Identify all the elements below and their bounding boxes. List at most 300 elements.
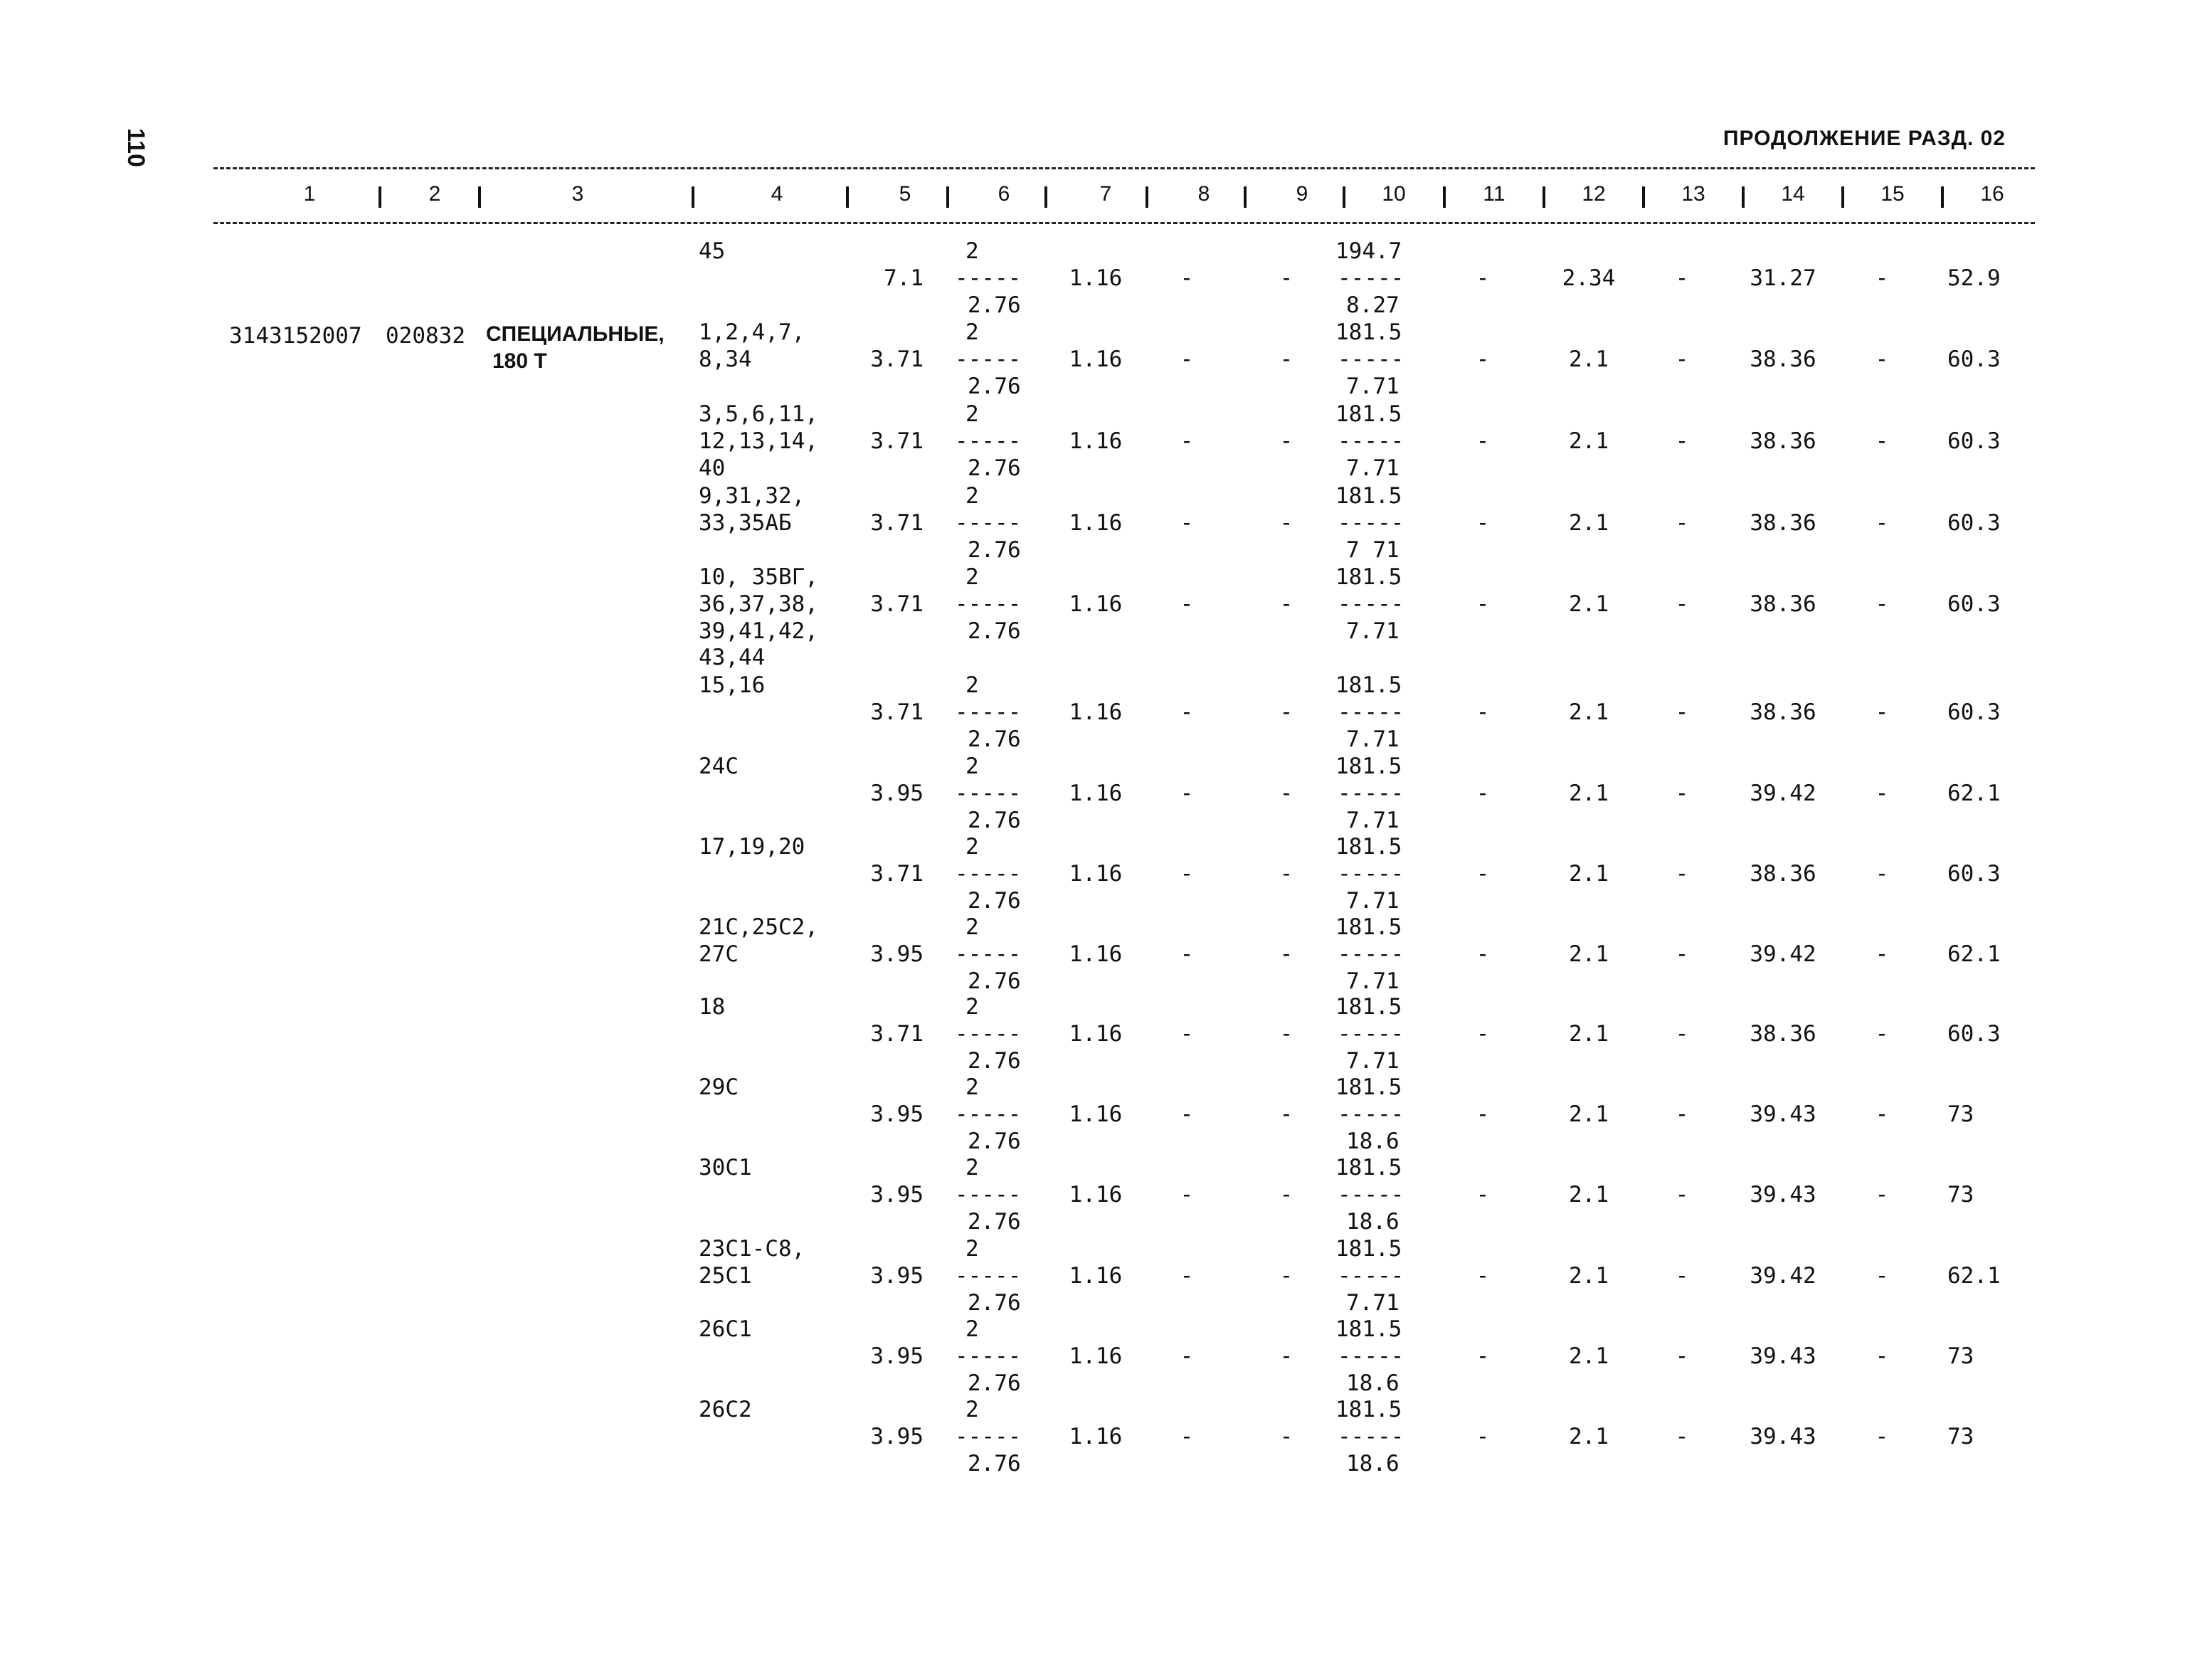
cell-col5: 3.71 (870, 346, 924, 372)
cell-col11: - (1476, 860, 1490, 887)
cell-col9: - (1279, 1101, 1293, 1127)
cell-col12: 2.1 (1569, 941, 1609, 967)
cell-col15: - (1875, 1020, 1889, 1047)
cell-col11: - (1476, 1262, 1490, 1289)
cell-col6-denominator: 2.76 (968, 726, 1021, 752)
cell-col5: 3.95 (870, 1101, 924, 1127)
cell-col5: 3.71 (870, 1020, 924, 1047)
cell-col12: 2.1 (1569, 1262, 1609, 1289)
cell-col10-denominator: 18.6 (1346, 1208, 1400, 1235)
cell-col7: 1.16 (1069, 1262, 1123, 1289)
cell-col12: 2.1 (1569, 1343, 1609, 1369)
column-separator (1742, 186, 1745, 208)
cell-col11: - (1476, 699, 1490, 725)
cell-col12: 2.1 (1569, 1101, 1609, 1127)
cell-col13: - (1675, 428, 1689, 454)
cell-col8: - (1180, 780, 1194, 806)
cell-col10-numerator: 181.5 (1335, 1236, 1402, 1262)
cell-col9: - (1279, 1020, 1293, 1047)
cell-col6-numerator: 2 (965, 1397, 979, 1422)
cell-col6-denominator: 2.76 (968, 887, 1021, 914)
cell-col6-denominator: 2.76 (968, 1128, 1021, 1154)
cell-col8: - (1180, 591, 1194, 617)
cell-col16: 52.9 (1947, 265, 2001, 291)
cell-col12: 2.1 (1569, 1423, 1609, 1449)
cell-col16: 60.3 (1947, 699, 2001, 725)
cell-col4-line: 33,35АБ (699, 509, 792, 536)
cell-col6-numerator: 2 (965, 1155, 979, 1180)
cell-col10-denominator: 7.71 (1346, 887, 1400, 914)
cell-col10-fraction-bar: ----- (1338, 1423, 1404, 1449)
cell-col5: 3.71 (870, 591, 924, 617)
cell-col16: 73 (1947, 1101, 1974, 1127)
cell-col8: - (1180, 428, 1194, 454)
cell-col4-line: 18 (699, 994, 726, 1020)
cell-col10-denominator: 7.71 (1346, 618, 1400, 644)
cell-col8: - (1180, 1423, 1194, 1449)
cell-col13: - (1675, 265, 1689, 291)
cell-col14: 38.36 (1750, 591, 1816, 617)
cell-col6-numerator: 2 (965, 564, 979, 590)
cell-col4-line: 40 (699, 455, 726, 481)
cell-col16: 60.3 (1947, 860, 2001, 887)
cell-col10-fraction-bar: ----- (1338, 509, 1404, 536)
cell-col4-line: 21С,25С2, (699, 914, 818, 940)
cell-col6-fraction-bar: ----- (955, 1101, 1022, 1127)
cell-col16: 60.3 (1947, 1020, 2001, 1047)
cell-col6-numerator: 2 (965, 754, 979, 779)
cell-col14: 38.36 (1750, 509, 1816, 536)
cell-col6-denominator: 2.76 (968, 373, 1021, 399)
cell-col16: 60.3 (1947, 509, 2001, 536)
cell-col10-fraction-bar: ----- (1338, 699, 1404, 725)
cell-col4-line: 45 (699, 238, 726, 264)
column-header-8: 8 (1197, 182, 1210, 206)
cell-col6-denominator: 2.76 (968, 968, 1021, 994)
item-name-line2: 180 Т (492, 349, 547, 373)
cell-col10-numerator: 181.5 (1335, 1397, 1402, 1422)
cell-col5: 3.71 (870, 428, 924, 454)
cell-col16: 73 (1947, 1343, 1974, 1369)
cell-col9: - (1279, 509, 1293, 536)
cell-col16: 73 (1947, 1423, 1974, 1449)
cell-col12: 2.34 (1562, 265, 1616, 291)
cell-col15: - (1875, 699, 1889, 725)
cell-col10-fraction-bar: ----- (1338, 265, 1404, 291)
cell-col9: - (1279, 1181, 1293, 1208)
cell-col6-numerator: 2 (965, 1316, 979, 1342)
cell-col6-numerator: 2 (965, 672, 979, 698)
cell-col6-fraction-bar: ----- (955, 780, 1022, 806)
cell-col10-denominator: 7.71 (1346, 455, 1400, 481)
cell-col6-fraction-bar: ----- (955, 1343, 1022, 1369)
cell-col9: - (1279, 941, 1293, 967)
cell-col6-denominator: 2.76 (968, 292, 1021, 318)
cell-col10-fraction-bar: ----- (1338, 1343, 1404, 1369)
cell-col5: 3.95 (870, 1343, 924, 1369)
cell-col10-numerator: 181.5 (1335, 1074, 1402, 1100)
cell-col11: - (1476, 509, 1490, 536)
column-header-3: 3 (571, 182, 584, 206)
cell-col15: - (1875, 428, 1889, 454)
cell-col6-numerator: 2 (965, 319, 979, 345)
cell-col10-denominator: 7.71 (1346, 807, 1400, 833)
cell-col8: - (1180, 941, 1194, 967)
cell-col11: - (1476, 1423, 1490, 1449)
cell-col11: - (1476, 1181, 1490, 1208)
cell-col10-numerator: 181.5 (1335, 1155, 1402, 1180)
cell-col7: 1.16 (1069, 346, 1123, 372)
column-separator (1343, 186, 1345, 208)
cell-col14: 38.36 (1750, 699, 1816, 725)
cell-col4-line: 26С1 (699, 1316, 752, 1342)
cell-col6-numerator: 2 (965, 1236, 979, 1262)
cell-col6-fraction-bar: ----- (955, 860, 1022, 887)
column-separator (1044, 186, 1047, 208)
cell-col16: 60.3 (1947, 428, 2001, 454)
cell-col10-fraction-bar: ----- (1338, 1181, 1404, 1208)
cell-col15: - (1875, 1423, 1889, 1449)
cell-col8: - (1180, 1020, 1194, 1047)
cell-col9: - (1279, 591, 1293, 617)
column-header-13: 13 (1681, 182, 1705, 206)
cell-col8: - (1180, 699, 1194, 725)
cell-col6-fraction-bar: ----- (955, 1020, 1022, 1047)
cell-col6-fraction-bar: ----- (955, 265, 1022, 291)
column-header-4: 4 (771, 182, 783, 206)
cell-col9: - (1279, 346, 1293, 372)
cell-col6-denominator: 2.76 (968, 1450, 1021, 1476)
cell-col10-fraction-bar: ----- (1338, 860, 1404, 887)
cell-col13: - (1675, 941, 1689, 967)
cell-col6-numerator: 2 (965, 238, 979, 264)
cell-col13: - (1675, 1181, 1689, 1208)
column-header-16: 16 (1980, 182, 2004, 206)
cell-col9: - (1279, 699, 1293, 725)
cell-col5: 3.95 (870, 1262, 924, 1289)
cell-col6-denominator: 2.76 (968, 537, 1021, 563)
cell-col6-numerator: 2 (965, 401, 979, 427)
cell-col11: - (1476, 1101, 1490, 1127)
cell-col6-fraction-bar: ----- (955, 346, 1022, 372)
cell-col14: 38.36 (1750, 1020, 1816, 1047)
cell-col6-denominator: 2.76 (968, 1208, 1021, 1235)
column-separator (1146, 186, 1148, 208)
cell-col8: - (1180, 1343, 1194, 1369)
cell-col13: - (1675, 346, 1689, 372)
cell-col8: - (1180, 1181, 1194, 1208)
cell-col12: 2.1 (1569, 346, 1609, 372)
column-separator (1941, 186, 1944, 208)
cell-col6-fraction-bar: ----- (955, 699, 1022, 725)
cell-col4-line: 8,34 (699, 346, 752, 372)
cell-col16: 60.3 (1947, 346, 2001, 372)
cell-col7: 1.16 (1069, 265, 1123, 291)
column-separator (692, 186, 694, 208)
header-rule-top (213, 167, 2035, 169)
cell-col7: 1.16 (1069, 509, 1123, 536)
cell-col10-numerator: 181.5 (1335, 401, 1402, 427)
cell-col10-fraction-bar: ----- (1338, 346, 1404, 372)
cell-col13: - (1675, 860, 1689, 887)
cell-col4-line: 23С1-С8, (699, 1236, 805, 1262)
cell-col8: - (1180, 1101, 1194, 1127)
cell-col12: 2.1 (1569, 699, 1609, 725)
cell-col7: 1.16 (1069, 1181, 1123, 1208)
cell-col15: - (1875, 1262, 1889, 1289)
cell-col4-line: 17,19,20 (699, 834, 805, 860)
cell-col4-line: 9,31,32, (699, 483, 805, 509)
cell-col7: 1.16 (1069, 1020, 1123, 1047)
cell-col13: - (1675, 780, 1689, 806)
cell-col7: 1.16 (1069, 591, 1123, 617)
column-header-10: 10 (1382, 182, 1406, 206)
cell-col14: 39.42 (1750, 941, 1816, 967)
column-separator (1642, 186, 1645, 208)
column-separator (1443, 186, 1446, 208)
cell-col6-fraction-bar: ----- (955, 1423, 1022, 1449)
cell-col10-fraction-bar: ----- (1338, 1262, 1404, 1289)
cell-col7: 1.16 (1069, 780, 1123, 806)
cell-col6-fraction-bar: ----- (955, 591, 1022, 617)
cell-col12: 2.1 (1569, 780, 1609, 806)
cell-col7: 1.16 (1069, 428, 1123, 454)
cell-col10-fraction-bar: ----- (1338, 1101, 1404, 1127)
cell-col8: - (1180, 860, 1194, 887)
cell-col13: - (1675, 699, 1689, 725)
cell-col13: - (1675, 1020, 1689, 1047)
column-header-5: 5 (899, 182, 911, 206)
cell-col10-denominator: 18.6 (1346, 1450, 1400, 1476)
cell-col6-fraction-bar: ----- (955, 509, 1022, 536)
cell-col15: - (1875, 941, 1889, 967)
cell-col11: - (1476, 780, 1490, 806)
cell-col7: 1.16 (1069, 860, 1123, 887)
cell-col4-line: 26С2 (699, 1397, 752, 1422)
cell-col5: 3.95 (870, 1423, 924, 1449)
cell-col4-line: 12,13,14, (699, 428, 818, 454)
cell-col4-line: 1,2,4,7, (699, 319, 805, 345)
cell-col10-denominator: 18.6 (1346, 1128, 1400, 1154)
cell-col10-denominator: 8.27 (1346, 292, 1400, 318)
cell-col15: - (1875, 265, 1889, 291)
cell-col8: - (1180, 346, 1194, 372)
cell-col10-numerator: 181.5 (1335, 754, 1402, 779)
cell-col11: - (1476, 265, 1490, 291)
cell-col5: 3.71 (870, 509, 924, 536)
cell-col15: - (1875, 591, 1889, 617)
cell-col5: 3.71 (870, 699, 924, 725)
cell-col12: 2.1 (1569, 860, 1609, 887)
cell-col15: - (1875, 1343, 1889, 1369)
cell-col5: 3.71 (870, 860, 924, 887)
cell-col11: - (1476, 428, 1490, 454)
column-separator (946, 186, 949, 208)
column-separator (1841, 186, 1844, 208)
cell-col4-line: 24С (699, 754, 739, 779)
column-header-6: 6 (998, 182, 1010, 206)
cell-col4-line: 15,16 (699, 672, 766, 698)
cell-col12: 2.1 (1569, 1181, 1609, 1208)
cell-col6-fraction-bar: ----- (955, 1262, 1022, 1289)
cell-col8: - (1180, 509, 1194, 536)
header-rule-bottom (213, 222, 2035, 224)
column-header-14: 14 (1781, 182, 1805, 206)
cell-col16: 62.1 (1947, 1262, 2001, 1289)
cell-col14: 39.43 (1750, 1343, 1816, 1369)
cell-col10-numerator: 181.5 (1335, 483, 1402, 509)
cell-col8: - (1180, 1262, 1194, 1289)
cell-col10-denominator: 7.71 (1346, 726, 1400, 752)
cell-col10-fraction-bar: ----- (1338, 1020, 1404, 1047)
cell-col4-line: 10, 35ВГ, (699, 564, 818, 590)
cell-col14: 39.42 (1750, 1262, 1816, 1289)
item-name-line1: СПЕЦИАЛЬНЫЕ, (486, 322, 665, 346)
cell-col10-numerator: 194.7 (1335, 238, 1402, 264)
column-separator (846, 186, 849, 208)
cell-col13: - (1675, 1343, 1689, 1369)
cell-col11: - (1476, 941, 1490, 967)
cell-col10-fraction-bar: ----- (1338, 780, 1404, 806)
cell-col6-numerator: 2 (965, 914, 979, 940)
cell-col12: 2.1 (1569, 428, 1609, 454)
cell-col7: 1.16 (1069, 1343, 1123, 1369)
column-header-11: 11 (1483, 182, 1506, 206)
cell-col10-denominator: 7.71 (1346, 1289, 1400, 1316)
cell-col15: - (1875, 1101, 1889, 1127)
cell-col10-denominator: 7.71 (1346, 968, 1400, 994)
cell-col15: - (1875, 509, 1889, 536)
cell-col13: - (1675, 591, 1689, 617)
item-code-2: 020832 (386, 323, 465, 349)
cell-col6-fraction-bar: ----- (955, 428, 1022, 454)
cell-col9: - (1279, 780, 1293, 806)
cell-col4-line: 36,37,38, (699, 591, 818, 617)
cell-col14: 39.42 (1750, 780, 1816, 806)
cell-col14: 38.36 (1750, 346, 1816, 372)
column-header-row (0, 182, 2185, 211)
column-separator (478, 186, 481, 208)
cell-col4-line: 3,5,6,11, (699, 401, 818, 427)
column-header-9: 9 (1296, 182, 1308, 206)
cell-col7: 1.16 (1069, 1423, 1123, 1449)
cell-col9: - (1279, 860, 1293, 887)
cell-col16: 62.1 (1947, 941, 2001, 967)
cell-col13: - (1675, 1262, 1689, 1289)
cell-col10-denominator: 7.71 (1346, 373, 1400, 399)
cell-col12: 2.1 (1569, 591, 1609, 617)
cell-col5: 3.95 (870, 780, 924, 806)
cell-col10-numerator: 181.5 (1335, 914, 1402, 940)
cell-col10-numerator: 181.5 (1335, 1316, 1402, 1342)
cell-col10-denominator: 7 71 (1346, 537, 1400, 563)
cell-col6-denominator: 2.76 (968, 1047, 1021, 1074)
cell-col10-denominator: 7.71 (1346, 1047, 1400, 1074)
cell-col6-denominator: 2.76 (968, 1370, 1021, 1396)
cell-col4-line: 30С1 (699, 1155, 752, 1180)
cell-col6-numerator: 2 (965, 1074, 979, 1100)
cell-col11: - (1476, 1020, 1490, 1047)
cell-col10-numerator: 181.5 (1335, 994, 1402, 1020)
cell-col16: 62.1 (1947, 780, 2001, 806)
item-code-1: 3143152007 (229, 323, 362, 349)
cell-col10-numerator: 181.5 (1335, 564, 1402, 590)
cell-col11: - (1476, 1343, 1490, 1369)
cell-col6-numerator: 2 (965, 483, 979, 509)
page-number: 110 (122, 128, 149, 167)
cell-col10-fraction-bar: ----- (1338, 428, 1404, 454)
cell-col7: 1.16 (1069, 699, 1123, 725)
cell-col15: - (1875, 860, 1889, 887)
cell-col4-line: 43,44 (699, 645, 766, 671)
cell-col6-numerator: 2 (965, 994, 979, 1020)
cell-col12: 2.1 (1569, 1020, 1609, 1047)
cell-col14: 39.43 (1750, 1181, 1816, 1208)
column-separator (1244, 186, 1247, 208)
cell-col9: - (1279, 428, 1293, 454)
cell-col13: - (1675, 1423, 1689, 1449)
column-header-2: 2 (428, 182, 441, 206)
cell-col6-denominator: 2.76 (968, 807, 1021, 833)
cell-col6-denominator: 2.76 (968, 455, 1021, 481)
column-header-7: 7 (1099, 182, 1112, 206)
cell-col10-fraction-bar: ----- (1338, 941, 1404, 967)
cell-col14: 38.36 (1750, 860, 1816, 887)
cell-col9: - (1279, 1262, 1293, 1289)
cell-col10-numerator: 181.5 (1335, 834, 1402, 860)
cell-col5: 3.95 (870, 1181, 924, 1208)
cell-col8: - (1180, 265, 1194, 291)
cell-col16: 60.3 (1947, 591, 2001, 617)
cell-col14: 39.43 (1750, 1423, 1816, 1449)
cell-col9: - (1279, 265, 1293, 291)
cell-col7: 1.16 (1069, 1101, 1123, 1127)
cell-col10-denominator: 18.6 (1346, 1370, 1400, 1396)
cell-col13: - (1675, 509, 1689, 536)
column-separator (379, 186, 381, 208)
cell-col4-line: 29С (699, 1074, 739, 1100)
cell-col12: 2.1 (1569, 509, 1609, 536)
cell-col11: - (1476, 591, 1490, 617)
cell-col5: 7.1 (884, 265, 924, 291)
cell-col11: - (1476, 346, 1490, 372)
cell-col7: 1.16 (1069, 941, 1123, 967)
cell-col10-numerator: 181.5 (1335, 319, 1402, 345)
cell-col14: 39.43 (1750, 1101, 1816, 1127)
column-header-1: 1 (303, 182, 316, 206)
cell-col6-fraction-bar: ----- (955, 941, 1022, 967)
section-title: ПРОДОЛЖЕНИЕ РАЗД. 02 (1723, 127, 2006, 150)
cell-col4-line: 27С (699, 941, 739, 967)
cell-col14: 38.36 (1750, 428, 1816, 454)
cell-col10-fraction-bar: ----- (1338, 591, 1404, 617)
column-header-15: 15 (1880, 182, 1905, 206)
cell-col6-denominator: 2.76 (968, 618, 1021, 644)
cell-col15: - (1875, 780, 1889, 806)
cell-col13: - (1675, 1101, 1689, 1127)
column-separator (1543, 186, 1545, 208)
cell-col5: 3.95 (870, 941, 924, 967)
column-header-12: 12 (1582, 182, 1606, 206)
cell-col16: 73 (1947, 1181, 1974, 1208)
cell-col15: - (1875, 346, 1889, 372)
cell-col10-numerator: 181.5 (1335, 672, 1402, 698)
cell-col6-denominator: 2.76 (968, 1289, 1021, 1316)
cell-col6-fraction-bar: ----- (955, 1181, 1022, 1208)
cell-col9: - (1279, 1423, 1293, 1449)
cell-col6-numerator: 2 (965, 834, 979, 860)
cell-col14: 31.27 (1750, 265, 1816, 291)
